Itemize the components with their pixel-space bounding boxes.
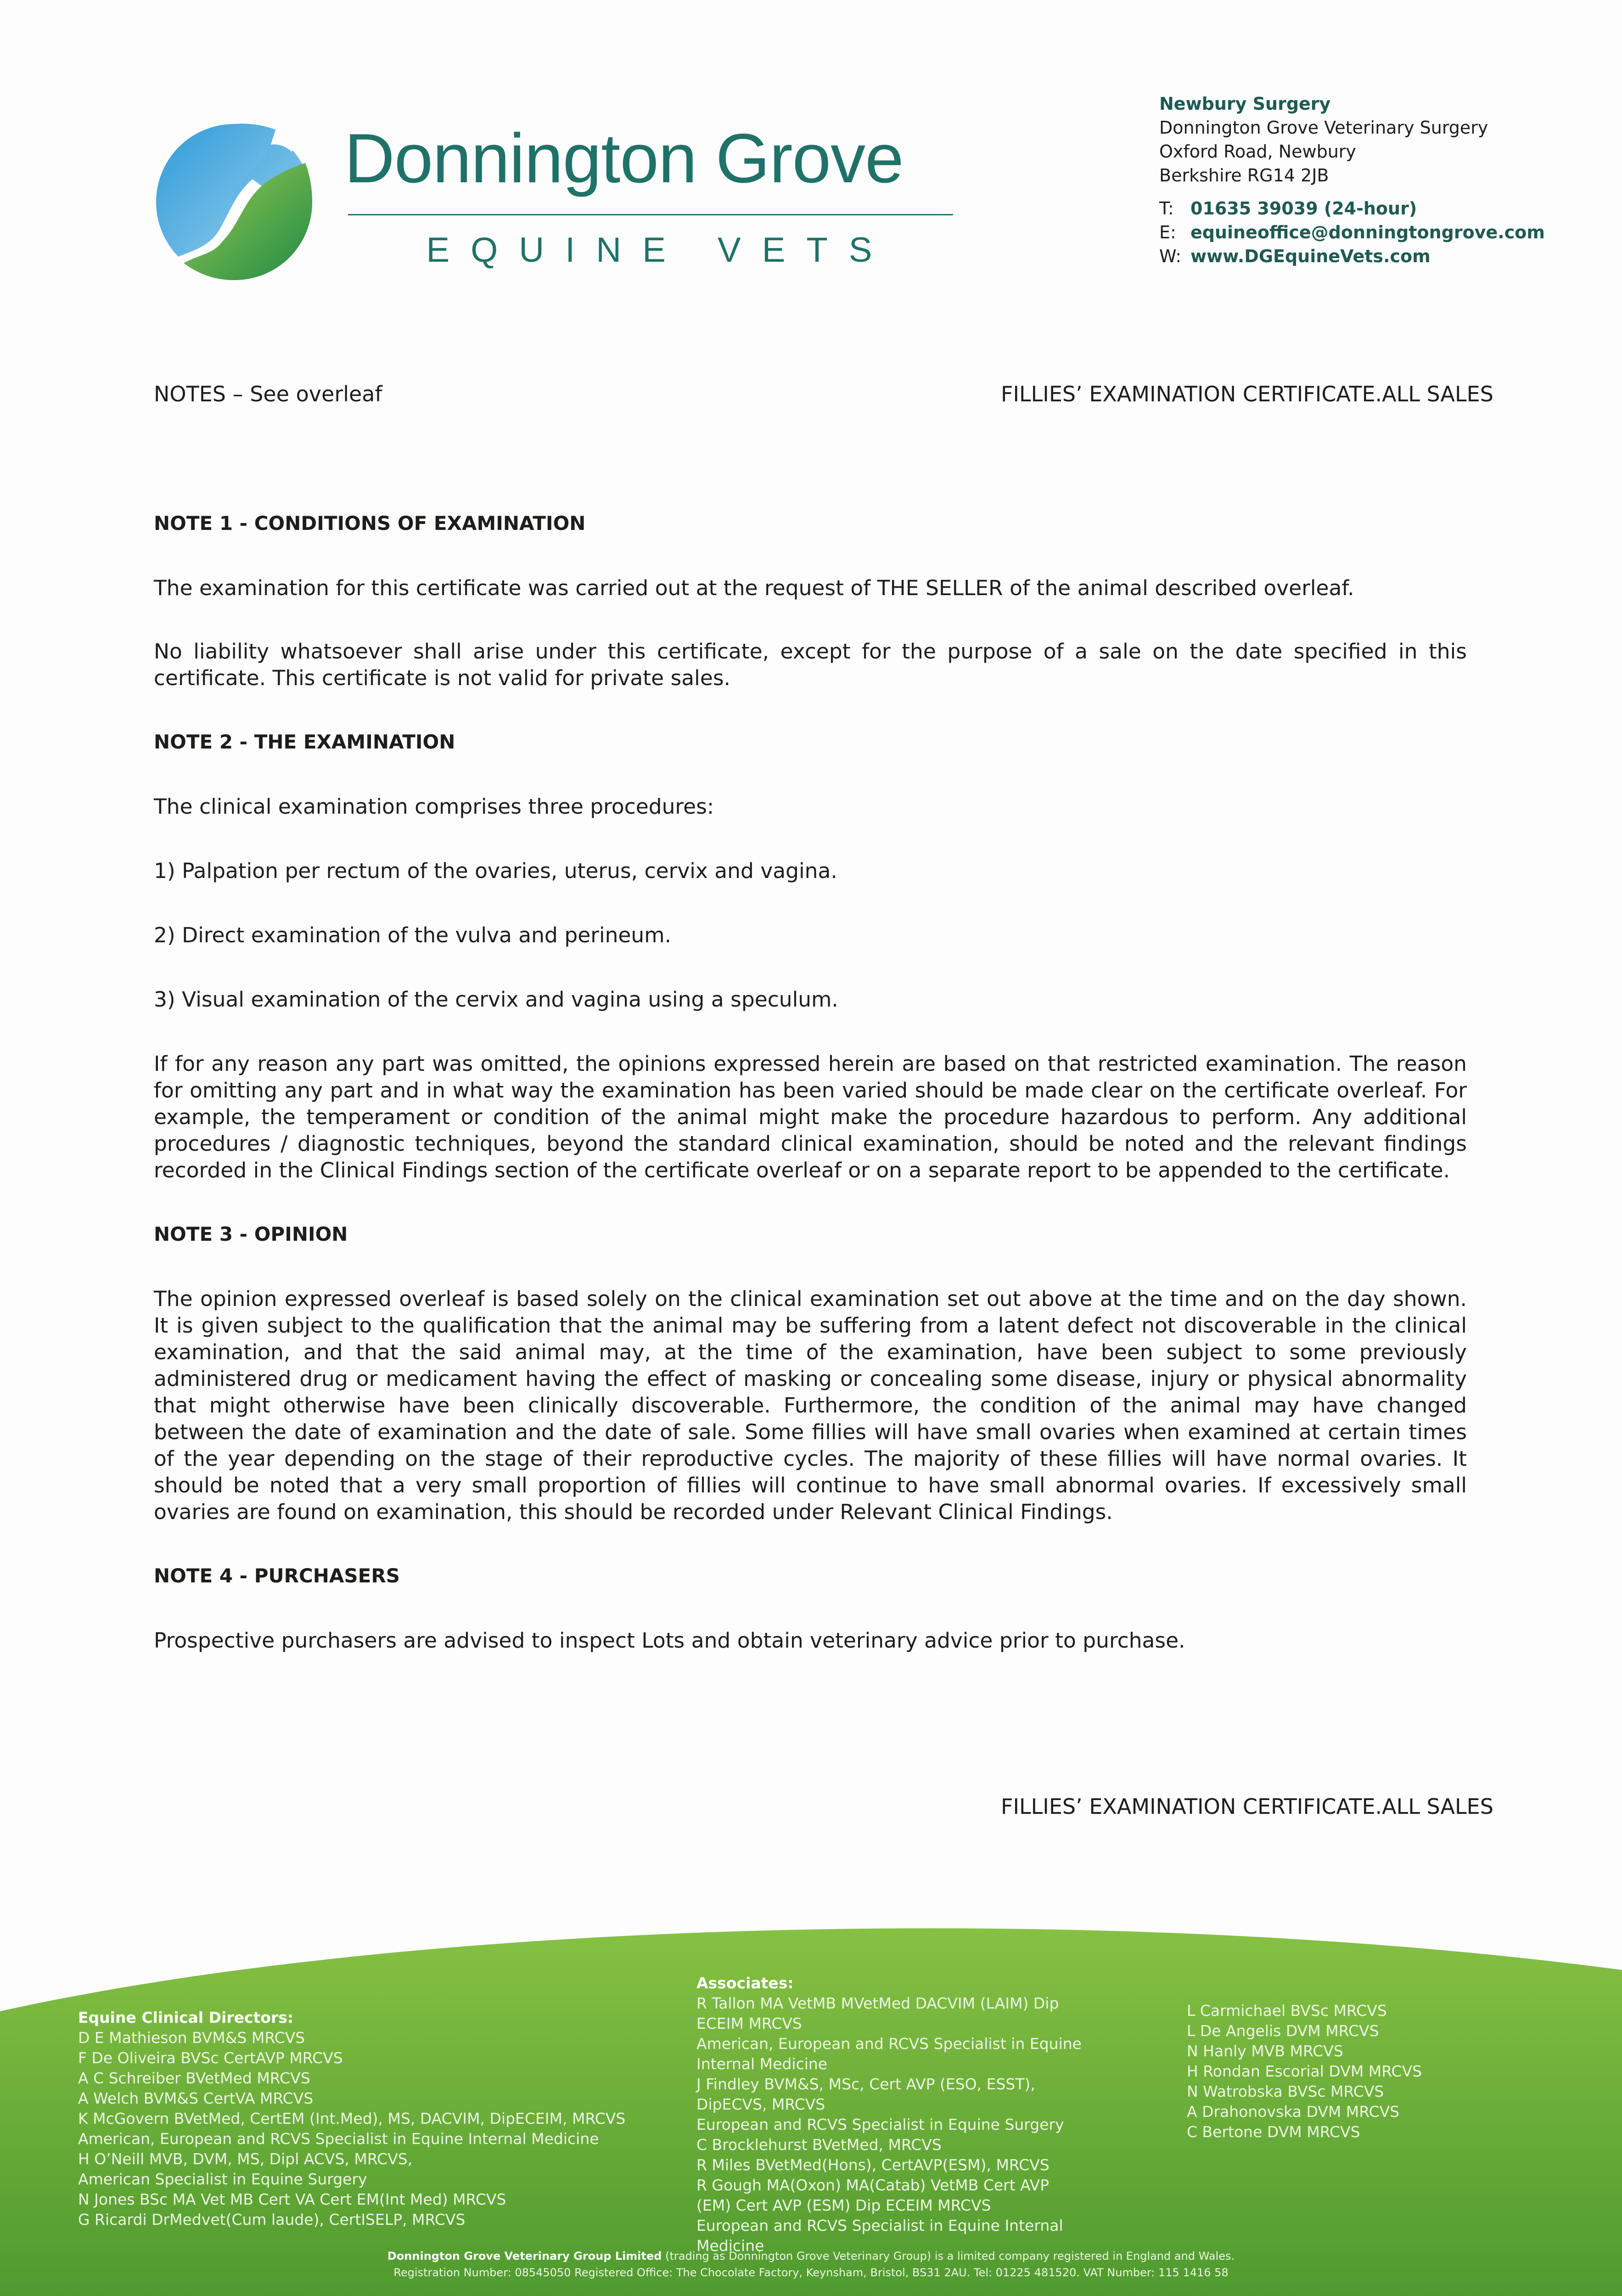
vet-entry: L Carmichael BVSc MRCVS <box>1187 2002 1387 2020</box>
note3-heading: NOTE 3 - OPINION <box>154 1223 348 1245</box>
brand-subtitle: EQUINE VETS <box>426 231 893 270</box>
company-name: Donnington Grove Veterinary Group Limited <box>387 2250 662 2262</box>
associate-entry: European and RCVS Specialist in Equine Internal <box>696 2217 1063 2234</box>
vet-entry: L De Angelis DVM MRCVS <box>1187 2022 1379 2040</box>
certificate-title-footer: FILLIES’ EXAMINATION CERTIFICATE.ALL SALES <box>1001 1794 1493 1819</box>
associate-entry: ECEIM MRCVS <box>696 2015 802 2032</box>
phone-label: T: <box>1159 198 1174 219</box>
address-line: Oxford Road, Newbury <box>1159 141 1356 162</box>
director-entry: A Welch BVM&S CertVA MRCVS <box>78 2089 314 2107</box>
address-line: Berkshire RG14 2JB <box>1159 165 1329 186</box>
web-row <box>1159 244 1600 268</box>
associate-entry: Internal Medicine <box>696 2055 828 2073</box>
director-entry: American Specialist in Equine Surgery <box>78 2170 367 2188</box>
surgery-name: Newbury Surgery <box>1159 94 1331 114</box>
website-link[interactable]: www.DGEquineVets.com <box>1190 246 1431 266</box>
note1-paragraph: The examination for this certificate was carried out at the request of THE SELLER of the animal described overleaf. <box>154 576 1354 600</box>
associate-entry: J Findley BVM&S, MSc, Cert AVP (ESO, ESST), <box>696 2075 1035 2093</box>
web-label: W: <box>1159 246 1182 266</box>
notes-see-overleaf: NOTES – See overleaf <box>154 382 382 406</box>
note2-paragraph: If for any reason any part was omitted, the opinions expressed herein are based on that restricted examination. The reason for omitting any part and in what way the examination has been varied should be made clear on the certificate overleaf. For example, the temperament or condition of the animal might make the procedure hazardous to perform. Any additional procedures / diagnostic techniques, beyond the standard clinical examination, should be noted and the relevant findings recorded in the Clinical Findings section of the certificate overleaf or on a separate report to be appended to the certificate. <box>154 1052 1467 1182</box>
associate-entry: DipECVS, MRCVS <box>696 2095 825 2113</box>
vet-entry: A Drahonovska DVM MRCVS <box>1187 2103 1400 2121</box>
phone-row <box>1159 197 1600 220</box>
legal-line-1 <box>0 2248 1622 2264</box>
associate-entry: R Gough MA(Oxon) MA(Catab) VetMB Cert AVP <box>696 2176 1050 2194</box>
email-label: E: <box>1159 222 1176 242</box>
director-entry: A C Schreiber BVetMed MRCVS <box>78 2069 310 2087</box>
clinical-directors-list <box>78 2008 767 2230</box>
vet-entry: H Rondan Escorial DVM MRCVS <box>1187 2062 1422 2080</box>
note4-paragraph: Prospective purchasers are advised to inspect Lots and obtain veterinary advice prior to purchase. <box>154 1628 1185 1653</box>
associate-entry: R Tallon MA VetMB MVetMed DACVIM (LAIM) Dip <box>696 1994 1059 2012</box>
brand-name: Donnington Grove <box>344 119 904 197</box>
directors-heading: Equine Clinical Directors: <box>78 2009 294 2026</box>
director-entry: American, European and RCVS Specialist in Equine Internal Medicine <box>78 2130 599 2148</box>
associates-list <box>696 1973 1119 2256</box>
email-link[interactable]: equineoffice@donningtongrove.com <box>1190 222 1545 242</box>
director-entry: D E Mathieson BVM&S MRCVS <box>78 2029 305 2047</box>
phone-number[interactable]: 01635 39039 (24-hour) <box>1190 198 1417 219</box>
address-line: Donnington Grove Veterinary Surgery <box>1159 118 1488 138</box>
vet-entry: C Bertone DVM MRCVS <box>1187 2123 1360 2141</box>
notes-content <box>154 510 1467 1654</box>
vet-entry: N Hanly MVB MRCVS <box>1187 2042 1343 2060</box>
vets-list <box>1187 2001 1600 2142</box>
associate-entry: C Brocklehurst BVetMed, MRCVS <box>696 2136 942 2154</box>
note2-heading: NOTE 2 - THE EXAMINATION <box>154 731 455 753</box>
director-entry: K McGovern BVetMed, CertEM (Int.Med), MS, DACVIM, DipECEIM, MRCVS <box>78 2110 626 2127</box>
associate-entry: Medicine <box>696 2237 764 2255</box>
email-row <box>1159 220 1600 244</box>
legal-line-2: Registration Number: 08545050 Registered Office: The Chocolate Factory, Keynsham, Bristol, BS31 2AU. Tel: 01225 481520. VAT Number: 115 1416 58 <box>393 2266 1229 2279</box>
legal-notice <box>0 2248 1622 2281</box>
director-entry: G Ricardi DrMedvet(Cum laude), CertISELP, MRCVS <box>78 2211 466 2228</box>
associate-entry: European and RCVS Specialist in Equine Surgery <box>696 2116 1064 2133</box>
brand-divider <box>348 214 953 215</box>
note2-intro: The clinical examination comprises three procedures: <box>154 794 714 819</box>
associates-heading: Associates: <box>696 1974 794 1992</box>
vet-entry: N Watrobska BVSc MRCVS <box>1187 2082 1384 2100</box>
associate-entry: American, European and RCVS Specialist in Equine <box>696 2035 1082 2053</box>
legal-line-1-rest: (trading as Donnington Grove Veterinary Group) is a limited company registered in England and Wales. <box>662 2250 1235 2262</box>
note1-paragraph: No liability whatsoever shall arise under this certificate, except for the purpose of a sale on the date specified in this certificate. This certificate is not valid for private sales. <box>154 639 1467 690</box>
director-entry: H O’Neill MVB, DVM, MS, Dipl ACVS, MRCVS, <box>78 2150 413 2168</box>
director-entry: F De Oliveira BVSc CertAVP MRCVS <box>78 2049 343 2067</box>
note1-heading: NOTE 1 - CONDITIONS OF EXAMINATION <box>154 512 586 535</box>
director-entry: N Jones BSc MA Vet MB Cert VA Cert EM(Int Med) MRCVS <box>78 2190 506 2208</box>
note4-heading: NOTE 4 - PURCHASERS <box>154 1564 400 1587</box>
procedure-item: 1) Palpation per rectum of the ovaries, uterus, cervix and vagina. <box>154 859 837 883</box>
note3-paragraph: The opinion expressed overleaf is based solely on the clinical examination set out above at the time and on the day shown. It is given subject to the qualification that the animal may be suffering from a latent defect not discoverable in the clinical examination, and that the said animal may, at the time of the examination, have been subject to some previously administered drug or medicament having the effect of masking or concealing some disease, injury or physical abnormality that might otherwise have been clinically discoverable. Furthermore, the condition of the animal may have changed between the date of examination and the date of sale. Some fillies will have small ovaries when examined at certain times of the year depending on the stage of their reproductive cycles. The majority of these fillies will have normal ovaries. It should be noted that a very small proportion of fillies will continue to have small abnormal ovaries. If excessively small ovaries are found on examination, this should be recorded under Relevant Clinical Findings. <box>154 1287 1467 1524</box>
contact-block <box>1159 92 1600 268</box>
procedure-item: 3) Visual examination of the cervix and vagina using a speculum. <box>154 987 838 1012</box>
procedure-item: 2) Direct examination of the vulva and perineum. <box>154 923 672 947</box>
certificate-title: FILLIES’ EXAMINATION CERTIFICATE.ALL SALES <box>1001 382 1493 406</box>
donnington-grove-logo-icon <box>154 117 319 282</box>
associate-entry: R Miles BVetMed(Hons), CertAVP(ESM), MRCVS <box>696 2156 1050 2174</box>
associate-entry: (EM) Cert AVP (ESM) Dip ECEIM MRCVS <box>696 2196 991 2214</box>
